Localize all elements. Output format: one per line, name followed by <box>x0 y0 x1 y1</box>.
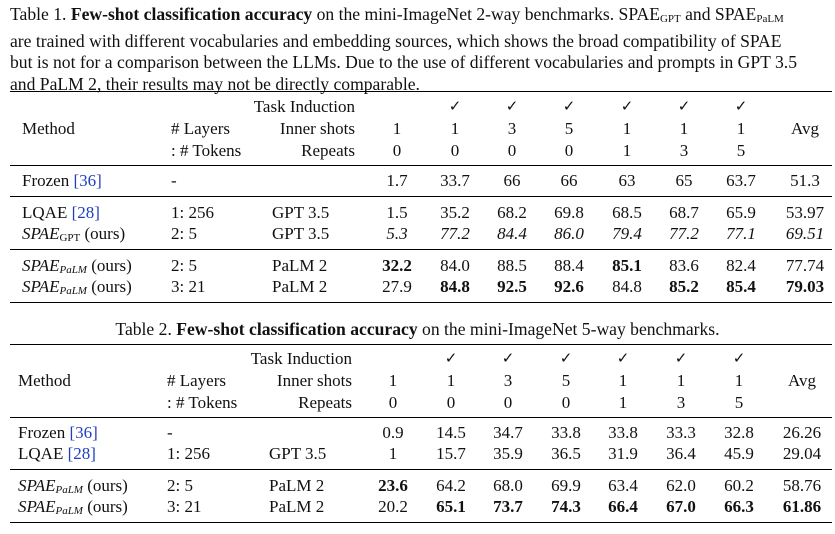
table1-caption <box>10 4 835 95</box>
method-subscript: PaLM <box>55 484 83 496</box>
value-cell: 33.8 <box>551 423 581 442</box>
method-subscript: PaLM <box>59 285 87 297</box>
check-icon: ✓ <box>562 97 576 115</box>
table1-bottom-rule <box>10 302 832 303</box>
table2-header-row-2 <box>0 371 835 392</box>
value-cell: 69.8 <box>554 203 584 222</box>
tokens-header: : # Tokens <box>167 393 238 412</box>
check-icon: ✓ <box>448 97 462 115</box>
value-cell: 65.9 <box>726 203 756 222</box>
layers-cell: 1: 256 <box>171 203 214 222</box>
avg-cell: 26.26 <box>782 423 822 442</box>
value-cell: 27.9 <box>382 277 412 296</box>
table1-caption-line-3: but is not for a comparison between the LLMs. Due to the use of different vocabularies and prompts in GPT 3.5 <box>10 52 797 72</box>
table1-section-rule <box>10 249 832 250</box>
value-cell: 33.8 <box>608 423 638 442</box>
repeats-value: 0 <box>503 393 513 412</box>
avg-header: Avg <box>787 371 817 390</box>
value-cell: 86.0 <box>554 224 584 243</box>
source-cell: PaLM 2 <box>272 256 328 275</box>
inner-shots-value: 3 <box>507 119 517 138</box>
value-cell: 73.7 <box>493 497 523 516</box>
check-icon: ✓ <box>559 349 573 367</box>
method-suffix: (ours) <box>86 256 132 275</box>
method-name: SPAE <box>18 476 56 495</box>
inner-shots-value: 5 <box>564 119 574 138</box>
repeats-value: 1 <box>618 393 628 412</box>
table2-caption-rest: on the mini-ImageNet 5-way benchmarks. <box>417 319 720 339</box>
value-cell: 77.2 <box>440 224 470 243</box>
repeats-value: 3 <box>676 393 686 412</box>
table2-label: Table 2. <box>115 319 172 339</box>
repeats-header: Repeats <box>301 141 355 160</box>
value-cell: 68.2 <box>497 203 527 222</box>
value-cell: 92.6 <box>554 277 584 296</box>
method-cell <box>22 256 132 276</box>
value-cell: 88.5 <box>497 256 527 275</box>
avg-cell: 61.86 <box>782 497 822 516</box>
table-row <box>0 171 835 192</box>
inner-shots-value: 1 <box>388 371 398 390</box>
table2-bottom-rule <box>10 522 832 523</box>
citation-link[interactable]: [28] <box>67 444 96 463</box>
avg-cell: 53.97 <box>785 203 825 222</box>
method-subscript: PaLM <box>55 505 83 517</box>
table2-caption <box>0 319 835 341</box>
check-icon: ✓ <box>620 97 634 115</box>
method-suffix: (ours) <box>82 497 128 516</box>
value-cell: 14.5 <box>436 423 466 442</box>
source-cell: GPT 3.5 <box>269 444 327 463</box>
value-cell: 15.7 <box>436 444 466 463</box>
table1-section-rule <box>10 196 832 197</box>
table-row <box>0 476 835 497</box>
citation-link[interactable]: [36] <box>73 171 102 190</box>
method-cell <box>22 277 132 297</box>
value-cell: 66 <box>560 171 578 190</box>
value-cell: 62.0 <box>666 476 696 495</box>
table1-caption-line-2: are trained with different vocabularies and embedding sources, which shows the broad compatibility of SPAE <box>10 30 782 51</box>
value-cell: 85.4 <box>726 277 756 296</box>
inner-shots-value: 1 <box>679 119 689 138</box>
method-header: Method <box>18 371 71 390</box>
source-cell: GPT 3.5 <box>272 224 330 243</box>
check-icon: ✓ <box>732 349 746 367</box>
repeats-header: Repeats <box>298 393 352 412</box>
table1-caption-bold: Few-shot classification accuracy <box>70 4 313 24</box>
tokens-header: : # Tokens <box>171 141 242 160</box>
table1-top-rule <box>10 91 832 92</box>
inner-shots-header: Inner shots <box>279 119 355 138</box>
method-cell <box>22 224 125 244</box>
value-cell: 23.6 <box>378 476 408 495</box>
value-cell: 63.4 <box>608 476 638 495</box>
inner-shots-value: 3 <box>503 371 513 390</box>
value-cell: 65.1 <box>436 497 466 516</box>
method-name: Frozen <box>22 171 74 190</box>
repeats-value: 0 <box>450 141 460 160</box>
table-row <box>0 203 835 224</box>
check-icon: ✓ <box>616 349 630 367</box>
method-name: LQAE <box>18 444 68 463</box>
method-name: SPAE <box>22 277 60 296</box>
value-cell: 34.7 <box>493 423 523 442</box>
table2-caption-bold: Few-shot classification accuracy <box>176 319 418 339</box>
citation-link[interactable]: [28] <box>71 203 100 222</box>
method-name: LQAE <box>22 203 72 222</box>
layers-cell: - <box>167 423 173 442</box>
check-icon: ✓ <box>501 349 515 367</box>
table-row <box>0 256 835 277</box>
value-cell: 36.5 <box>551 444 581 463</box>
method-subscript: PaLM <box>59 264 87 276</box>
table-row <box>0 224 835 245</box>
value-cell: 31.9 <box>608 444 638 463</box>
value-cell: 66.3 <box>724 497 754 516</box>
inner-shots-value: 1 <box>618 371 628 390</box>
table1-label: Table 1. <box>10 4 67 24</box>
table1-header-row-3 <box>0 141 835 162</box>
table2-section-rule <box>10 469 832 470</box>
method-suffix: (ours) <box>82 476 128 495</box>
layers-cell: 2: 5 <box>171 224 197 243</box>
value-cell: 60.2 <box>724 476 754 495</box>
value-cell: 68.5 <box>612 203 642 222</box>
inner-shots-value: 5 <box>561 371 571 390</box>
value-cell: 64.2 <box>436 476 466 495</box>
check-icon: ✓ <box>674 349 688 367</box>
table-row <box>0 444 835 465</box>
layers-header: # Layers <box>171 119 231 138</box>
citation-link[interactable]: [36] <box>69 423 98 442</box>
repeats-value: 1 <box>622 141 632 160</box>
layers-cell: 1: 256 <box>167 444 210 463</box>
repeats-value: 0 <box>564 141 574 160</box>
avg-cell: 79.03 <box>785 277 825 296</box>
method-name: SPAE <box>22 224 60 243</box>
repeats-value: 5 <box>736 141 746 160</box>
value-cell: 84.4 <box>497 224 527 243</box>
value-cell: 79.4 <box>612 224 642 243</box>
avg-cell: 77.74 <box>785 256 825 275</box>
method-cell <box>18 497 128 517</box>
layers-cell: 2: 5 <box>167 476 193 495</box>
method-header: Method <box>22 119 75 138</box>
value-cell: 1 <box>388 444 398 463</box>
value-cell: 32.2 <box>382 256 412 275</box>
table2-header-row-3 <box>0 393 835 414</box>
repeats-value: 0 <box>507 141 517 160</box>
value-cell: 84.8 <box>440 277 470 296</box>
spae-gpt-subscript: GPT <box>659 13 681 25</box>
layers-cell: 2: 5 <box>171 256 197 275</box>
avg-cell: 69.51 <box>785 224 825 243</box>
value-cell: 20.2 <box>378 497 408 516</box>
value-cell: 66.4 <box>608 497 638 516</box>
repeats-value: 0 <box>388 393 398 412</box>
value-cell: 88.4 <box>554 256 584 275</box>
value-cell: 92.5 <box>497 277 527 296</box>
source-cell: PaLM 2 <box>269 497 325 516</box>
value-cell: 32.8 <box>724 423 754 442</box>
table-row <box>0 497 835 518</box>
repeats-value: 0 <box>446 393 456 412</box>
layers-cell: 3: 21 <box>171 277 206 296</box>
value-cell: 74.3 <box>551 497 581 516</box>
value-cell: 85.1 <box>612 256 642 275</box>
avg-header: Avg <box>790 119 820 138</box>
layers-header: # Layers <box>167 371 227 390</box>
value-cell: 67.0 <box>666 497 696 516</box>
spae-palm-subscript: PaLM <box>756 13 784 25</box>
source-cell: PaLM 2 <box>272 277 328 296</box>
value-cell: 82.4 <box>726 256 756 275</box>
table-row <box>0 423 835 444</box>
value-cell: 84.8 <box>612 277 642 296</box>
value-cell: 77.1 <box>726 224 756 243</box>
value-cell: 35.2 <box>440 203 470 222</box>
source-cell: GPT 3.5 <box>272 203 330 222</box>
source-cell: PaLM 2 <box>269 476 325 495</box>
table1-caption-line-4: and PaLM 2, their results may not be directly comparable. <box>10 73 420 94</box>
value-cell: 33.3 <box>666 423 696 442</box>
value-cell: 85.2 <box>669 277 699 296</box>
layers-cell: 3: 21 <box>167 497 202 516</box>
value-cell: 35.9 <box>493 444 523 463</box>
method-cell <box>18 444 96 464</box>
value-cell: 84.0 <box>440 256 470 275</box>
table-row <box>0 277 835 298</box>
check-icon: ✓ <box>734 97 748 115</box>
table1-header-row-2 <box>0 119 835 140</box>
method-suffix: (ours) <box>80 224 126 243</box>
task-induction-label: Task Induction <box>250 349 352 368</box>
avg-cell: 51.3 <box>790 171 820 190</box>
value-cell: 33.7 <box>440 171 470 190</box>
inner-shots-value: 1 <box>450 119 460 138</box>
value-cell: 65 <box>675 171 693 190</box>
task-induction-label: Task Induction <box>253 97 355 116</box>
repeats-value: 5 <box>734 393 744 412</box>
value-cell: 1.5 <box>386 203 408 222</box>
value-cell: 0.9 <box>382 423 404 442</box>
check-icon: ✓ <box>677 97 691 115</box>
inner-shots-value: 1 <box>736 119 746 138</box>
value-cell: 63 <box>618 171 636 190</box>
value-cell: 63.7 <box>726 171 756 190</box>
value-cell: 69.9 <box>551 476 581 495</box>
inner-shots-header: Inner shots <box>276 371 352 390</box>
table1-header-row-1 <box>0 97 835 118</box>
table2-header-rule <box>10 417 832 418</box>
method-name: SPAE <box>22 256 60 275</box>
check-icon: ✓ <box>444 349 458 367</box>
method-cell <box>18 476 128 496</box>
value-cell: 45.9 <box>724 444 754 463</box>
layers-cell: - <box>171 171 177 190</box>
method-name: Frozen <box>18 423 70 442</box>
method-cell <box>22 171 102 191</box>
method-name: SPAE <box>18 497 56 516</box>
check-icon: ✓ <box>505 97 519 115</box>
table2-top-rule <box>10 344 832 345</box>
value-cell: 5.3 <box>386 224 408 243</box>
table1-caption-line-1: on the mini-ImageNet 2-way benchmarks. SPAE <box>312 4 660 24</box>
value-cell: 36.4 <box>666 444 696 463</box>
value-cell: 83.6 <box>669 256 699 275</box>
value-cell: 68.7 <box>669 203 699 222</box>
inner-shots-value: 1 <box>392 119 402 138</box>
inner-shots-value: 1 <box>622 119 632 138</box>
method-cell <box>22 203 100 223</box>
method-cell <box>18 423 98 443</box>
avg-cell: 29.04 <box>782 444 822 463</box>
method-subscript: GPT <box>59 232 81 244</box>
table2-header-row-1 <box>0 349 835 370</box>
inner-shots-value: 1 <box>676 371 686 390</box>
value-cell: 77.2 <box>669 224 699 243</box>
value-cell: 66 <box>503 171 521 190</box>
value-cell: 68.0 <box>493 476 523 495</box>
inner-shots-value: 1 <box>734 371 744 390</box>
method-suffix: (ours) <box>86 277 132 296</box>
table1-caption-and: and SPAE <box>680 4 757 24</box>
repeats-value: 0 <box>392 141 402 160</box>
repeats-value: 3 <box>679 141 689 160</box>
table1-header-rule <box>10 165 832 166</box>
inner-shots-value: 1 <box>446 371 456 390</box>
value-cell: 1.7 <box>386 171 408 190</box>
repeats-value: 0 <box>561 393 571 412</box>
avg-cell: 58.76 <box>782 476 822 495</box>
